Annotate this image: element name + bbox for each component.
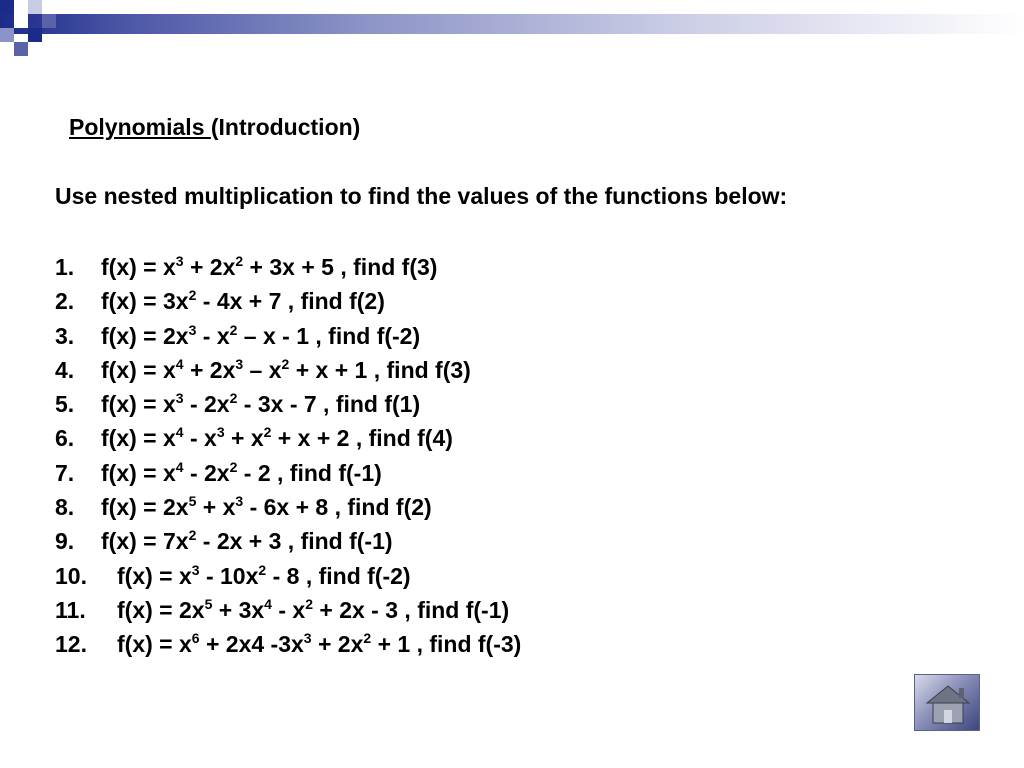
- problem-item: [55, 456, 521, 490]
- problem-expression: [101, 391, 420, 417]
- title-suffix: (Introduction): [210, 114, 361, 140]
- header-gradient-bar: [0, 14, 1024, 34]
- exponent: 2: [363, 630, 372, 647]
- expression-text: + x: [196, 494, 236, 521]
- problem-item: [55, 250, 521, 284]
- expression-text: – x: [243, 356, 282, 383]
- problem-expression: [101, 254, 437, 280]
- problem-expression: [117, 597, 509, 623]
- problem-expression: [117, 631, 521, 657]
- title-main: Polynomials: [69, 114, 211, 140]
- problem-number: 12.: [55, 631, 87, 658]
- exponent: 2: [305, 595, 313, 612]
- exponent: 4: [175, 424, 184, 441]
- exponent: 3: [235, 493, 244, 510]
- exponent: 2: [263, 424, 272, 441]
- exponent: 2: [281, 355, 290, 372]
- expression-text: f(x) = 7x: [101, 528, 189, 555]
- exponent: 2: [229, 458, 238, 475]
- problem-item: [55, 284, 521, 318]
- expression-text: - 10x: [199, 562, 259, 589]
- expression-text: – x - 1 , find f(-2): [237, 322, 421, 349]
- problem-number: 8.: [55, 494, 75, 521]
- expression-text: f(x) = 2x: [117, 596, 205, 623]
- expression-text: f(x) = x: [117, 631, 192, 658]
- expression-text: + 2x: [183, 356, 236, 383]
- exponent: 2: [235, 253, 244, 269]
- expression-text: + 2x: [183, 254, 236, 280]
- slide-title: [69, 114, 360, 141]
- problem-number: 3.: [55, 322, 75, 349]
- home-icon: [915, 675, 981, 732]
- problem-item: [55, 421, 521, 455]
- problem-number: 5.: [55, 391, 75, 418]
- problem-number: 1.: [55, 254, 75, 280]
- exponent: 5: [188, 493, 197, 510]
- expression-text: - 8 , find f(-2): [266, 562, 411, 589]
- problem-number: 7.: [55, 459, 75, 486]
- expression-text: f(x) = x: [101, 459, 176, 486]
- exponent: 3: [191, 561, 200, 578]
- expression-text: + 2x4 -3x: [199, 631, 304, 658]
- exponent: 4: [175, 355, 184, 372]
- expression-text: - 6x + 8 , find f(2): [243, 494, 432, 521]
- expression-text: f(x) = x: [117, 562, 192, 589]
- problem-item: [55, 524, 521, 558]
- exponent: 3: [175, 390, 184, 407]
- problem-number: 9.: [55, 528, 75, 555]
- expression-text: f(x) = x: [101, 425, 176, 452]
- expression-text: f(x) = x: [101, 391, 176, 418]
- exponent: 4: [264, 595, 272, 612]
- exponent: 3: [216, 424, 225, 441]
- expression-text: - 2x + 3 , find f(-1): [196, 528, 393, 555]
- problem-item: [55, 353, 521, 387]
- exponent: 3: [235, 355, 244, 372]
- problem-list: [55, 250, 521, 662]
- problem-item: [55, 593, 521, 627]
- problem-item: [55, 490, 521, 524]
- expression-text: - x: [183, 425, 217, 452]
- problem-item: [55, 319, 521, 353]
- exponent: 2: [258, 561, 267, 578]
- expression-text: + 3x + 5 , find f(3): [243, 254, 438, 280]
- expression-text: - 4x + 7 , find f(2): [196, 288, 385, 315]
- problem-item: [55, 387, 521, 421]
- exponent: 2: [229, 321, 238, 338]
- expression-text: + 2x - 3 , find f(-1): [313, 596, 510, 623]
- expression-text: + 1 , find f(-3): [371, 631, 522, 658]
- expression-text: f(x) = x: [101, 254, 176, 280]
- expression-text: + x + 1 , find f(3): [289, 356, 471, 383]
- expression-text: f(x) = 2x: [101, 494, 189, 521]
- problem-expression: [117, 563, 411, 589]
- problem-expression: [101, 494, 432, 520]
- exponent: 4: [175, 458, 184, 475]
- expression-text: - 3x - 7 , find f(1): [237, 391, 421, 418]
- expression-text: - 2x: [183, 459, 230, 486]
- exponent: 6: [191, 630, 200, 647]
- expression-text: - x: [196, 322, 230, 349]
- exponent: 2: [188, 527, 197, 544]
- expression-text: + x + 2 , find f(4): [271, 425, 453, 452]
- expression-text: + 3x: [212, 596, 265, 623]
- expression-text: + x: [224, 425, 264, 452]
- exponent: 3: [175, 253, 184, 269]
- expression-text: f(x) = 2x: [101, 322, 189, 349]
- problem-number: 11.: [55, 596, 86, 623]
- problem-item: [55, 627, 521, 661]
- expression-text: - x: [271, 596, 306, 623]
- exponent: 3: [188, 321, 197, 338]
- exponent: 2: [188, 287, 197, 304]
- problem-expression: [101, 425, 453, 451]
- problem-expression: [101, 288, 385, 314]
- exponent: 2: [229, 390, 238, 407]
- expression-text: f(x) = 3x: [101, 288, 189, 315]
- exponent: 3: [303, 630, 312, 647]
- problem-number: 6.: [55, 425, 75, 452]
- exponent: 5: [204, 595, 213, 612]
- instruction-text: Use nested multiplication to find the values of the functions below:: [55, 183, 788, 209]
- problem-number: 4.: [55, 356, 75, 383]
- problem-number: 10.: [55, 562, 87, 589]
- expression-text: + 2x: [311, 631, 364, 658]
- expression-text: - 2x: [183, 391, 230, 418]
- expression-text: - 2 , find f(-1): [237, 459, 382, 486]
- problem-item: [55, 559, 521, 593]
- problem-number: 2.: [55, 288, 75, 315]
- home-button[interactable]: [914, 674, 980, 731]
- problem-expression: [101, 528, 393, 554]
- problem-expression: [101, 323, 420, 349]
- expression-text: f(x) = x: [101, 356, 176, 383]
- problem-expression: [101, 357, 471, 383]
- problem-expression: [101, 460, 382, 486]
